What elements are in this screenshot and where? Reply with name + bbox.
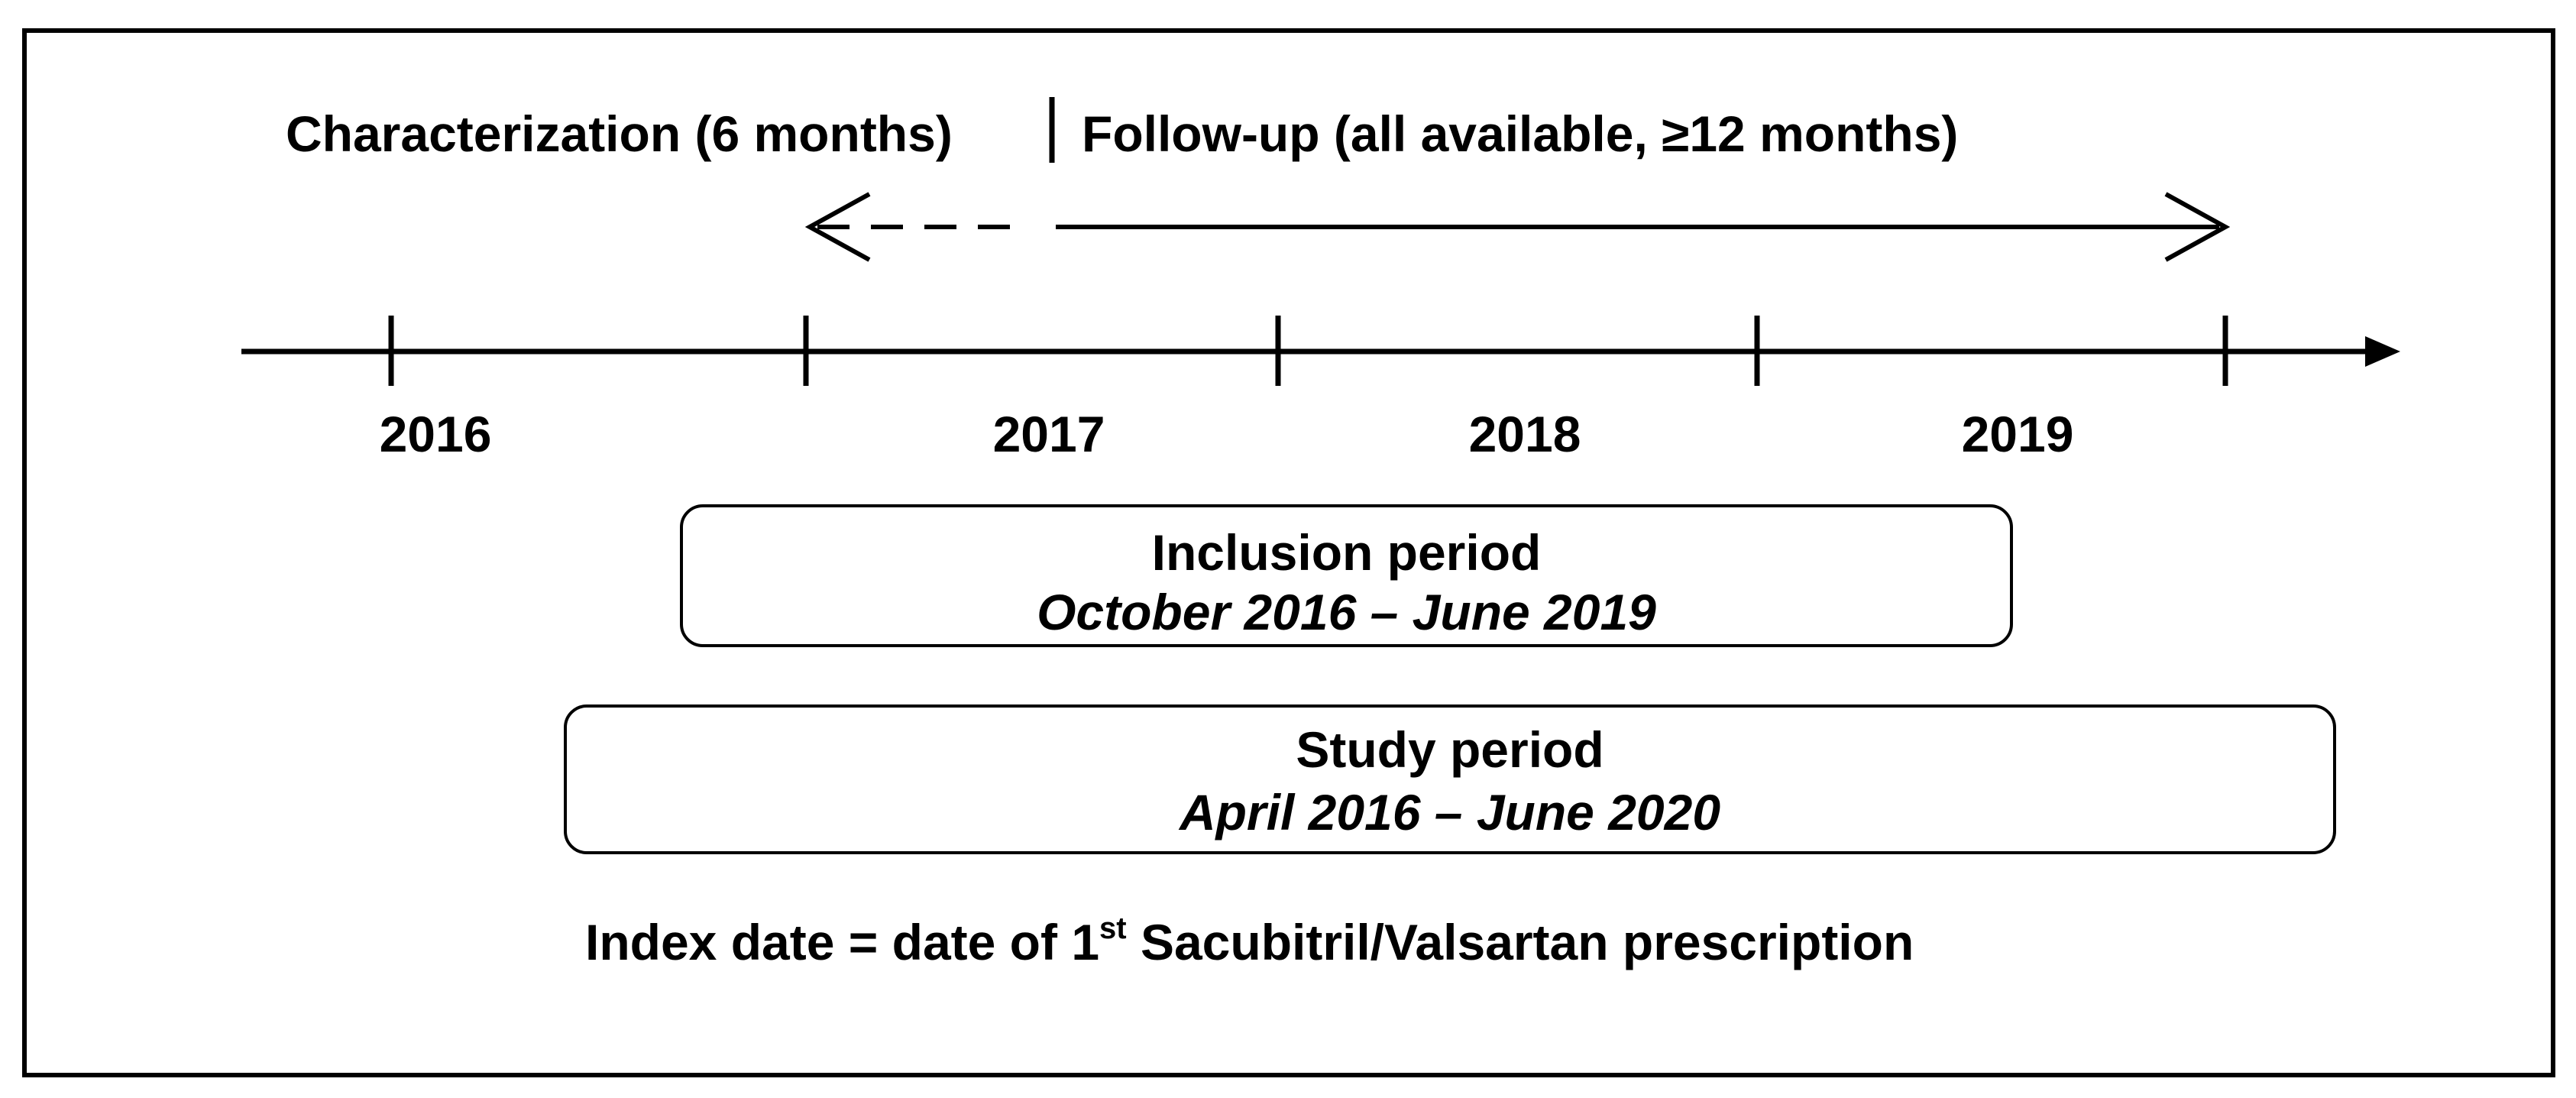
index-date-note bbox=[585, 912, 1914, 970]
year-label-2019: 2019 bbox=[1961, 406, 2074, 462]
index-date-superscript: st bbox=[1099, 912, 1127, 945]
inclusion-period-range: October 2016 – June 2019 bbox=[1037, 584, 1656, 640]
follow-up-label: Follow-up (all available, ≥12 months) bbox=[1082, 105, 1959, 162]
characterization-label: Characterization (6 months) bbox=[286, 105, 953, 162]
index-date-suffix: Sacubitril/Valsartan prescription bbox=[1126, 914, 1914, 970]
year-label-2017: 2017 bbox=[992, 406, 1105, 462]
inclusion-period-box bbox=[680, 504, 2013, 647]
inclusion-period-title: Inclusion period bbox=[1151, 524, 1542, 581]
year-label-2018: 2018 bbox=[1468, 406, 1581, 462]
study-period-box bbox=[564, 704, 2336, 854]
year-label-2016: 2016 bbox=[379, 406, 492, 462]
index-date-prefix: Index date = date of 1 bbox=[585, 914, 1100, 970]
study-period-title: Study period bbox=[1296, 721, 1604, 778]
study-period-range: April 2016 – June 2020 bbox=[1179, 784, 1721, 841]
time-axis-arrowhead bbox=[2365, 336, 2400, 367]
